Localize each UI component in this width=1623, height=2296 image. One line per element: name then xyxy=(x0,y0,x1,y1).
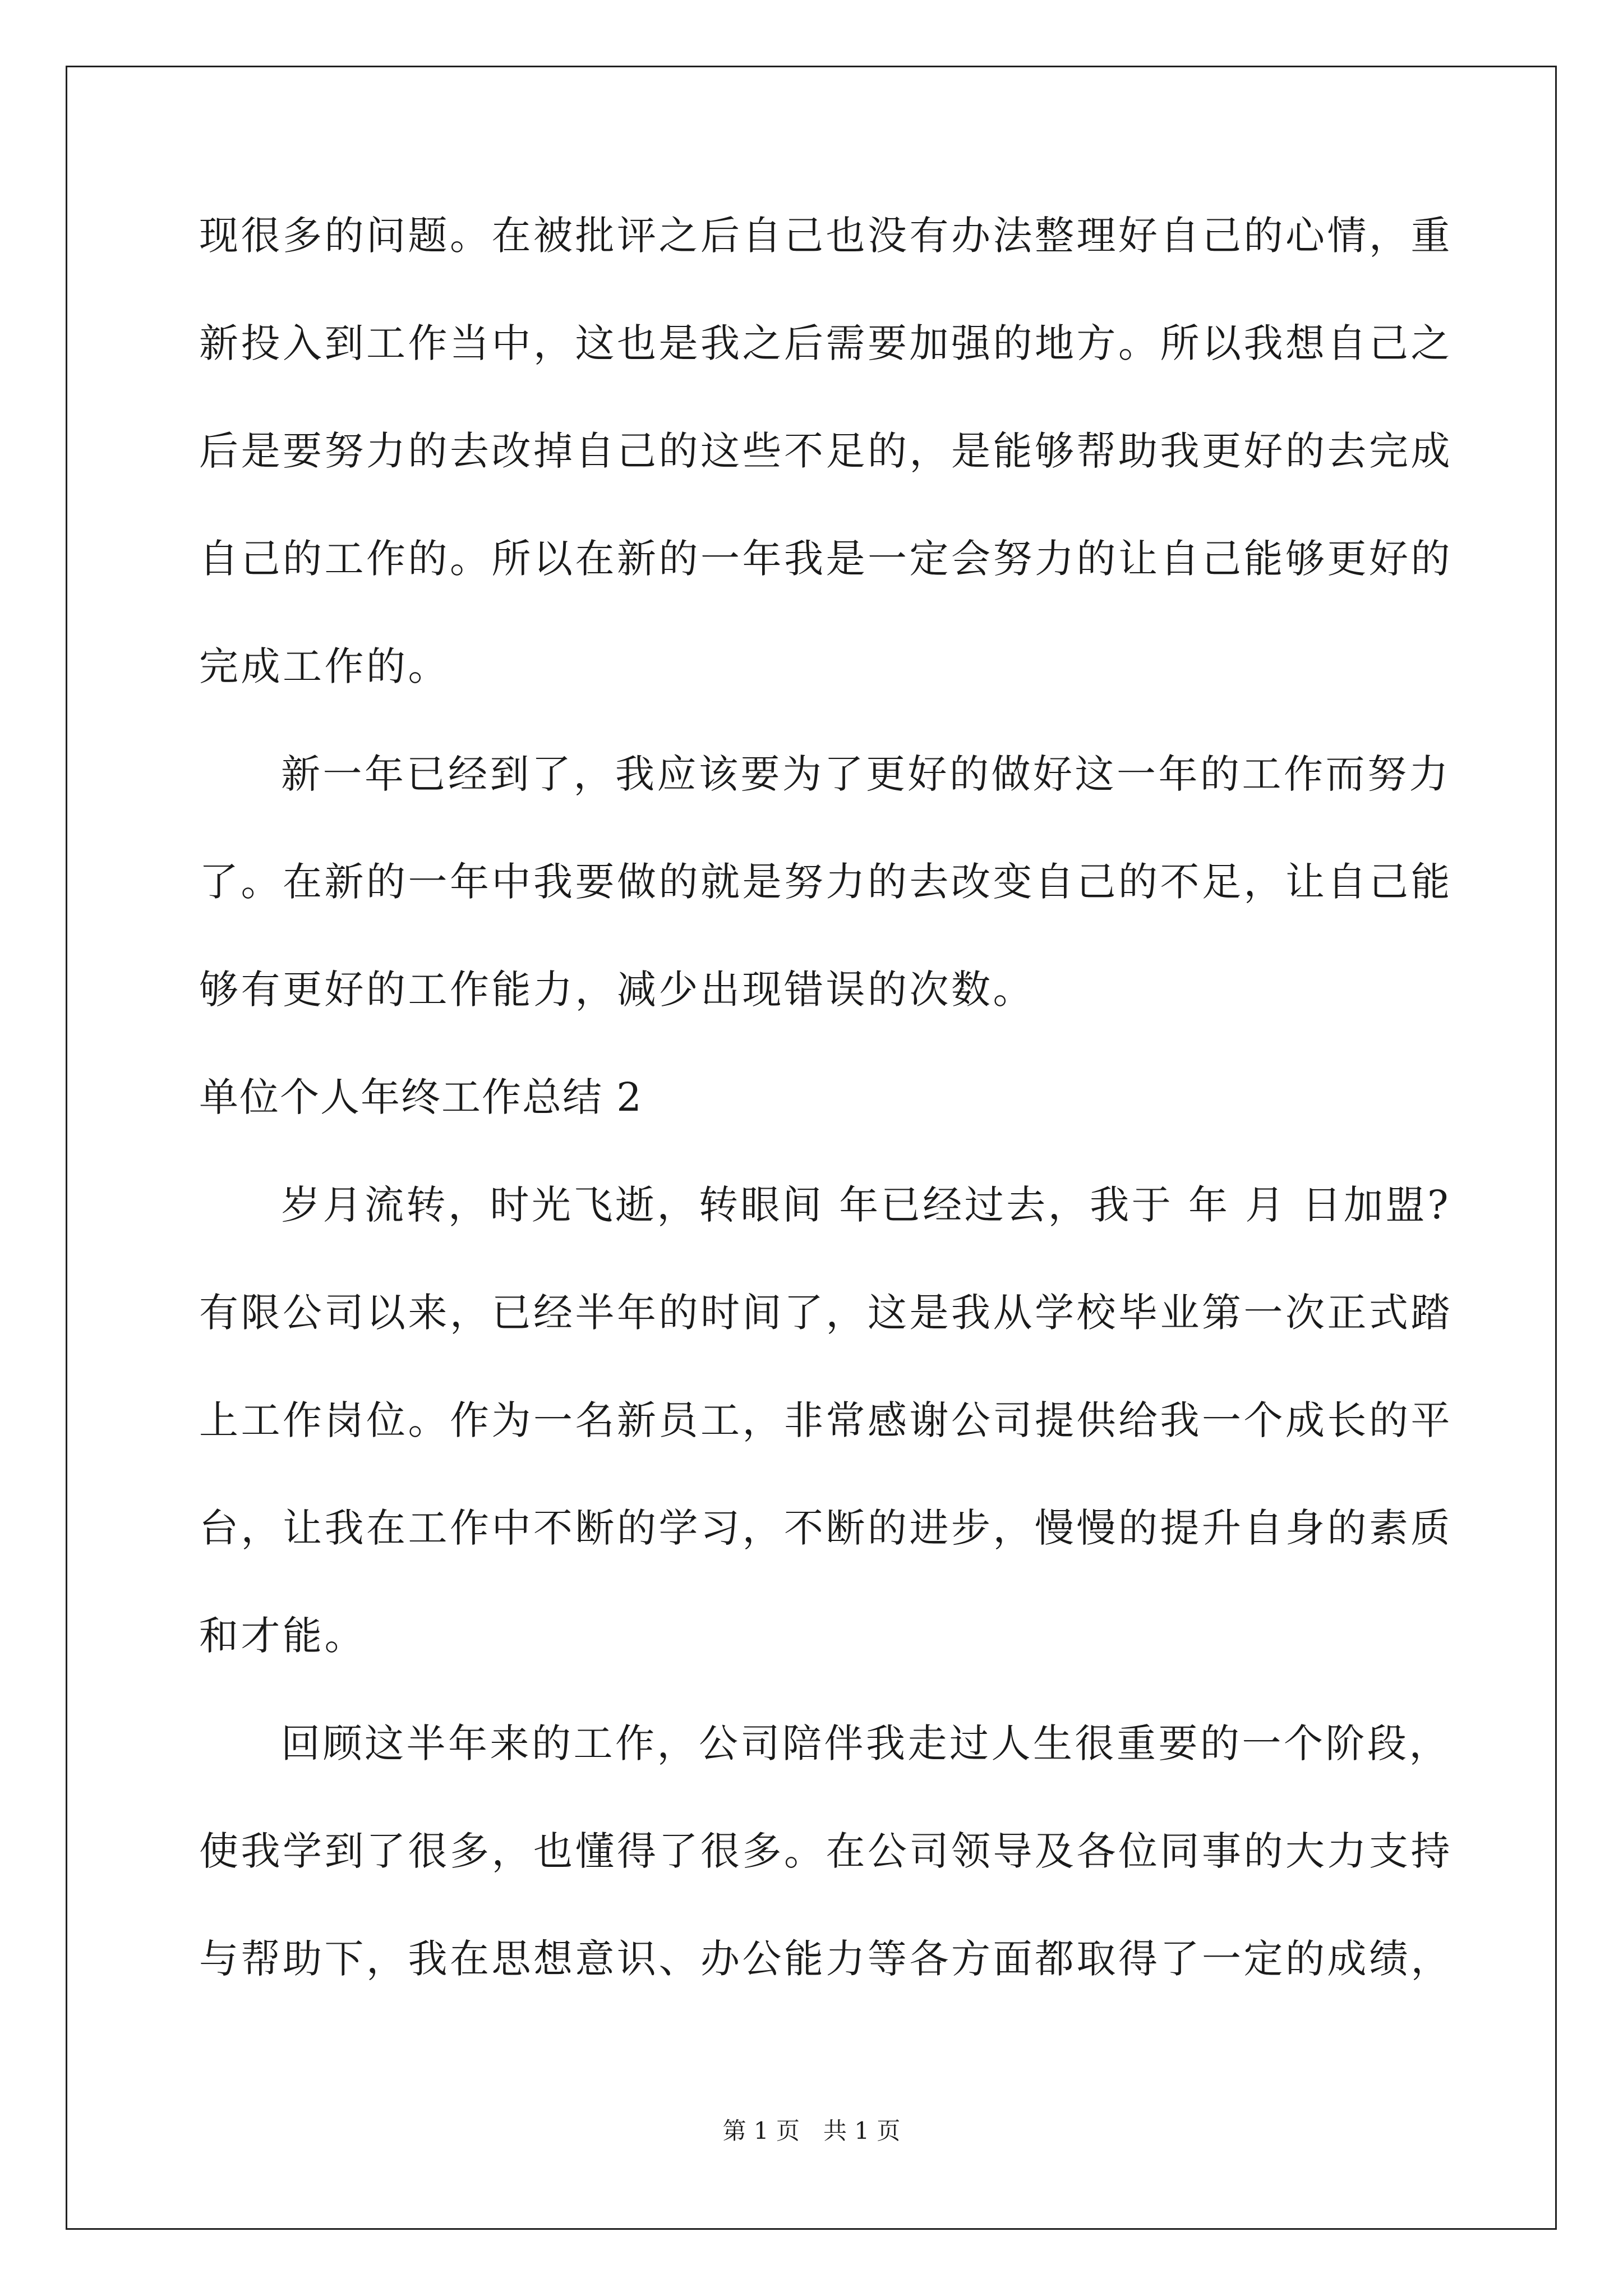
text-line: 够有更好的工作能力，减少出现错误的次数。 xyxy=(199,967,1035,1013)
text-line: 完成工作的。 xyxy=(199,643,450,689)
text-line: 新投入到工作当中，这也是我之后需要加强的地方。所以我想自己之 xyxy=(199,320,1453,366)
paragraph-start-line: 新一年已经到了，我应该要为了更好的做好这一年的工作而努力 xyxy=(281,751,1451,797)
text-line: 现很多的问题。在被批评之后自己也没有办法整理好自己的心情，重 xyxy=(199,213,1453,259)
text-line: 自己的工作的。所以在新的一年我是一定会努力的让自己能够更好的 xyxy=(199,536,1453,582)
text-line: 上工作岗位。作为一名新员工，非常感谢公司提供给我一个成长的平 xyxy=(199,1397,1453,1443)
text-line: 和才能。 xyxy=(199,1613,366,1659)
text-line: 与帮助下，我在思想意识、办公能力等各方面都取得了一定的成绩， xyxy=(199,1936,1453,1982)
document-body xyxy=(199,213,1453,2047)
text-line: 台，让我在工作中不断的学习，不断的进步，慢慢的提升自身的素质 xyxy=(199,1505,1453,1551)
text-line: 后是要努力的去改掉自己的这些不足的，是能够帮助我更好的去完成 xyxy=(199,428,1453,474)
text-line: 有限公司以来，已经半年的时间了，这是我从学校毕业第一次正式踏 xyxy=(199,1290,1453,1336)
section-heading: 单位个人年终工作总结 2 xyxy=(199,1074,643,1120)
paragraph-start-line: 回顾这半年来的工作，公司陪伴我走过人生很重要的一个阶段， xyxy=(281,1720,1451,1766)
page-number-footer: 第 1 页 共 1 页 xyxy=(722,2117,901,2145)
text-line: 了。在新的一年中我要做的就是努力的去改变自己的不足，让自己能 xyxy=(199,859,1453,905)
paragraph-start-line: 岁月流转，时光飞逝，转眼间 年已经过去，我于 年 月 日加盟? xyxy=(281,1182,1451,1228)
text-line: 使我学到了很多，也懂得了很多。在公司领导及各位同事的大力支持 xyxy=(199,1828,1453,1874)
